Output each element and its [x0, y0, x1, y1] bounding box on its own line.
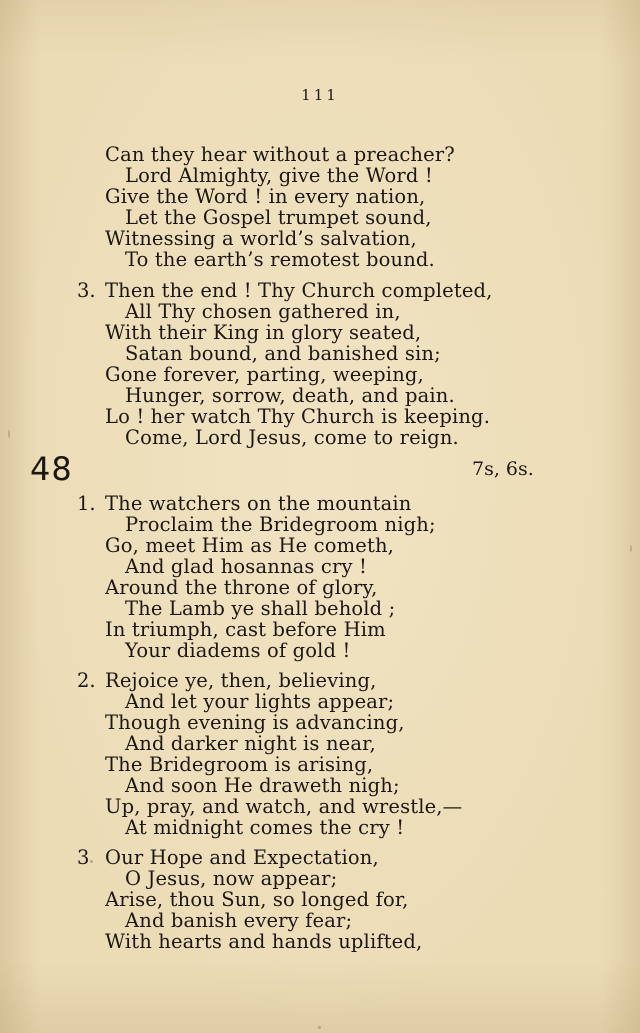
hymn-line: Gone forever, parting, weeping,	[105, 363, 424, 386]
hymn-line: And let your lights appear;	[125, 690, 395, 713]
verse-number: 1.	[77, 492, 96, 515]
hymn-line: The watchers on the mountain	[105, 492, 412, 515]
hymn-line: Your diadems of gold !	[125, 639, 351, 662]
paper-mark	[8, 430, 10, 438]
hymn-line: The Bridegroom is arising,	[105, 753, 374, 776]
hymn-line: Up, pray, and watch, and wrestle,—	[105, 795, 463, 818]
verse-number: 2.	[77, 669, 96, 692]
hymn-line: Our Hope and Expectation,	[105, 846, 379, 869]
hymn-line: Give the Word ! in every nation,	[105, 185, 426, 208]
hymn-line: And soon He draweth nigh;	[125, 774, 400, 797]
hymn-line: And darker night is near,	[125, 732, 376, 755]
ink-speck	[90, 860, 93, 863]
hymn-line: Go, meet Him as He cometh,	[105, 534, 395, 557]
hymn-line: O Jesus, now appear;	[125, 867, 338, 890]
hymn-line: Lord Almighty, give the Word !	[125, 164, 433, 187]
verse-number: 3.	[77, 279, 96, 302]
hymn-line: And glad hosannas cry !	[125, 555, 367, 578]
hymn-line: With hearts and hands uplifted,	[105, 930, 423, 953]
hymn-line: At midnight comes the cry !	[125, 816, 405, 839]
hymn-line: Hunger, sorrow, death, and pain.	[125, 384, 455, 407]
hymn-line: Around the throne of glory,	[105, 576, 378, 599]
hymn-line: Come, Lord Jesus, come to reign.	[125, 426, 459, 449]
hymn-line: Though evening is advancing,	[105, 711, 405, 734]
hymn-line: Proclaim the Bridegroom nigh;	[125, 513, 436, 536]
page-number: 111	[301, 86, 339, 104]
hymn-line: With their King in glory seated,	[105, 321, 422, 344]
hymn-line: Rejoice ye, then, believing,	[105, 669, 377, 692]
hymn-line: The Lamb ye shall behold ;	[125, 597, 396, 620]
hymn-line: Can they hear without a preacher?	[105, 143, 455, 166]
hymn-line: Arise, thou Sun, so longed for,	[105, 888, 409, 911]
verse-number: 3	[77, 846, 90, 869]
paper-mark	[318, 1026, 321, 1029]
hymn-line: Witnessing a world’s salvation,	[105, 227, 417, 250]
hymn-meter: 7s, 6s.	[472, 458, 534, 480]
hymn-line: And banish every fear;	[125, 909, 353, 932]
hymn-line: Let the Gospel trumpet sound,	[125, 206, 432, 229]
hymn-line: Satan bound, and banished sin;	[125, 342, 441, 365]
hymn-line: Then the end ! Thy Church completed,	[105, 279, 493, 302]
hymn-line: In triumph, cast before Him	[105, 618, 386, 641]
hymn-number: 48	[30, 450, 73, 488]
paper-mark	[630, 545, 632, 552]
hymn-line: To the earth’s remotest bound.	[125, 248, 435, 271]
hymn-line: Lo ! her watch Thy Church is keeping.	[105, 405, 491, 428]
hymn-line: All Thy chosen gathered in,	[125, 300, 401, 323]
